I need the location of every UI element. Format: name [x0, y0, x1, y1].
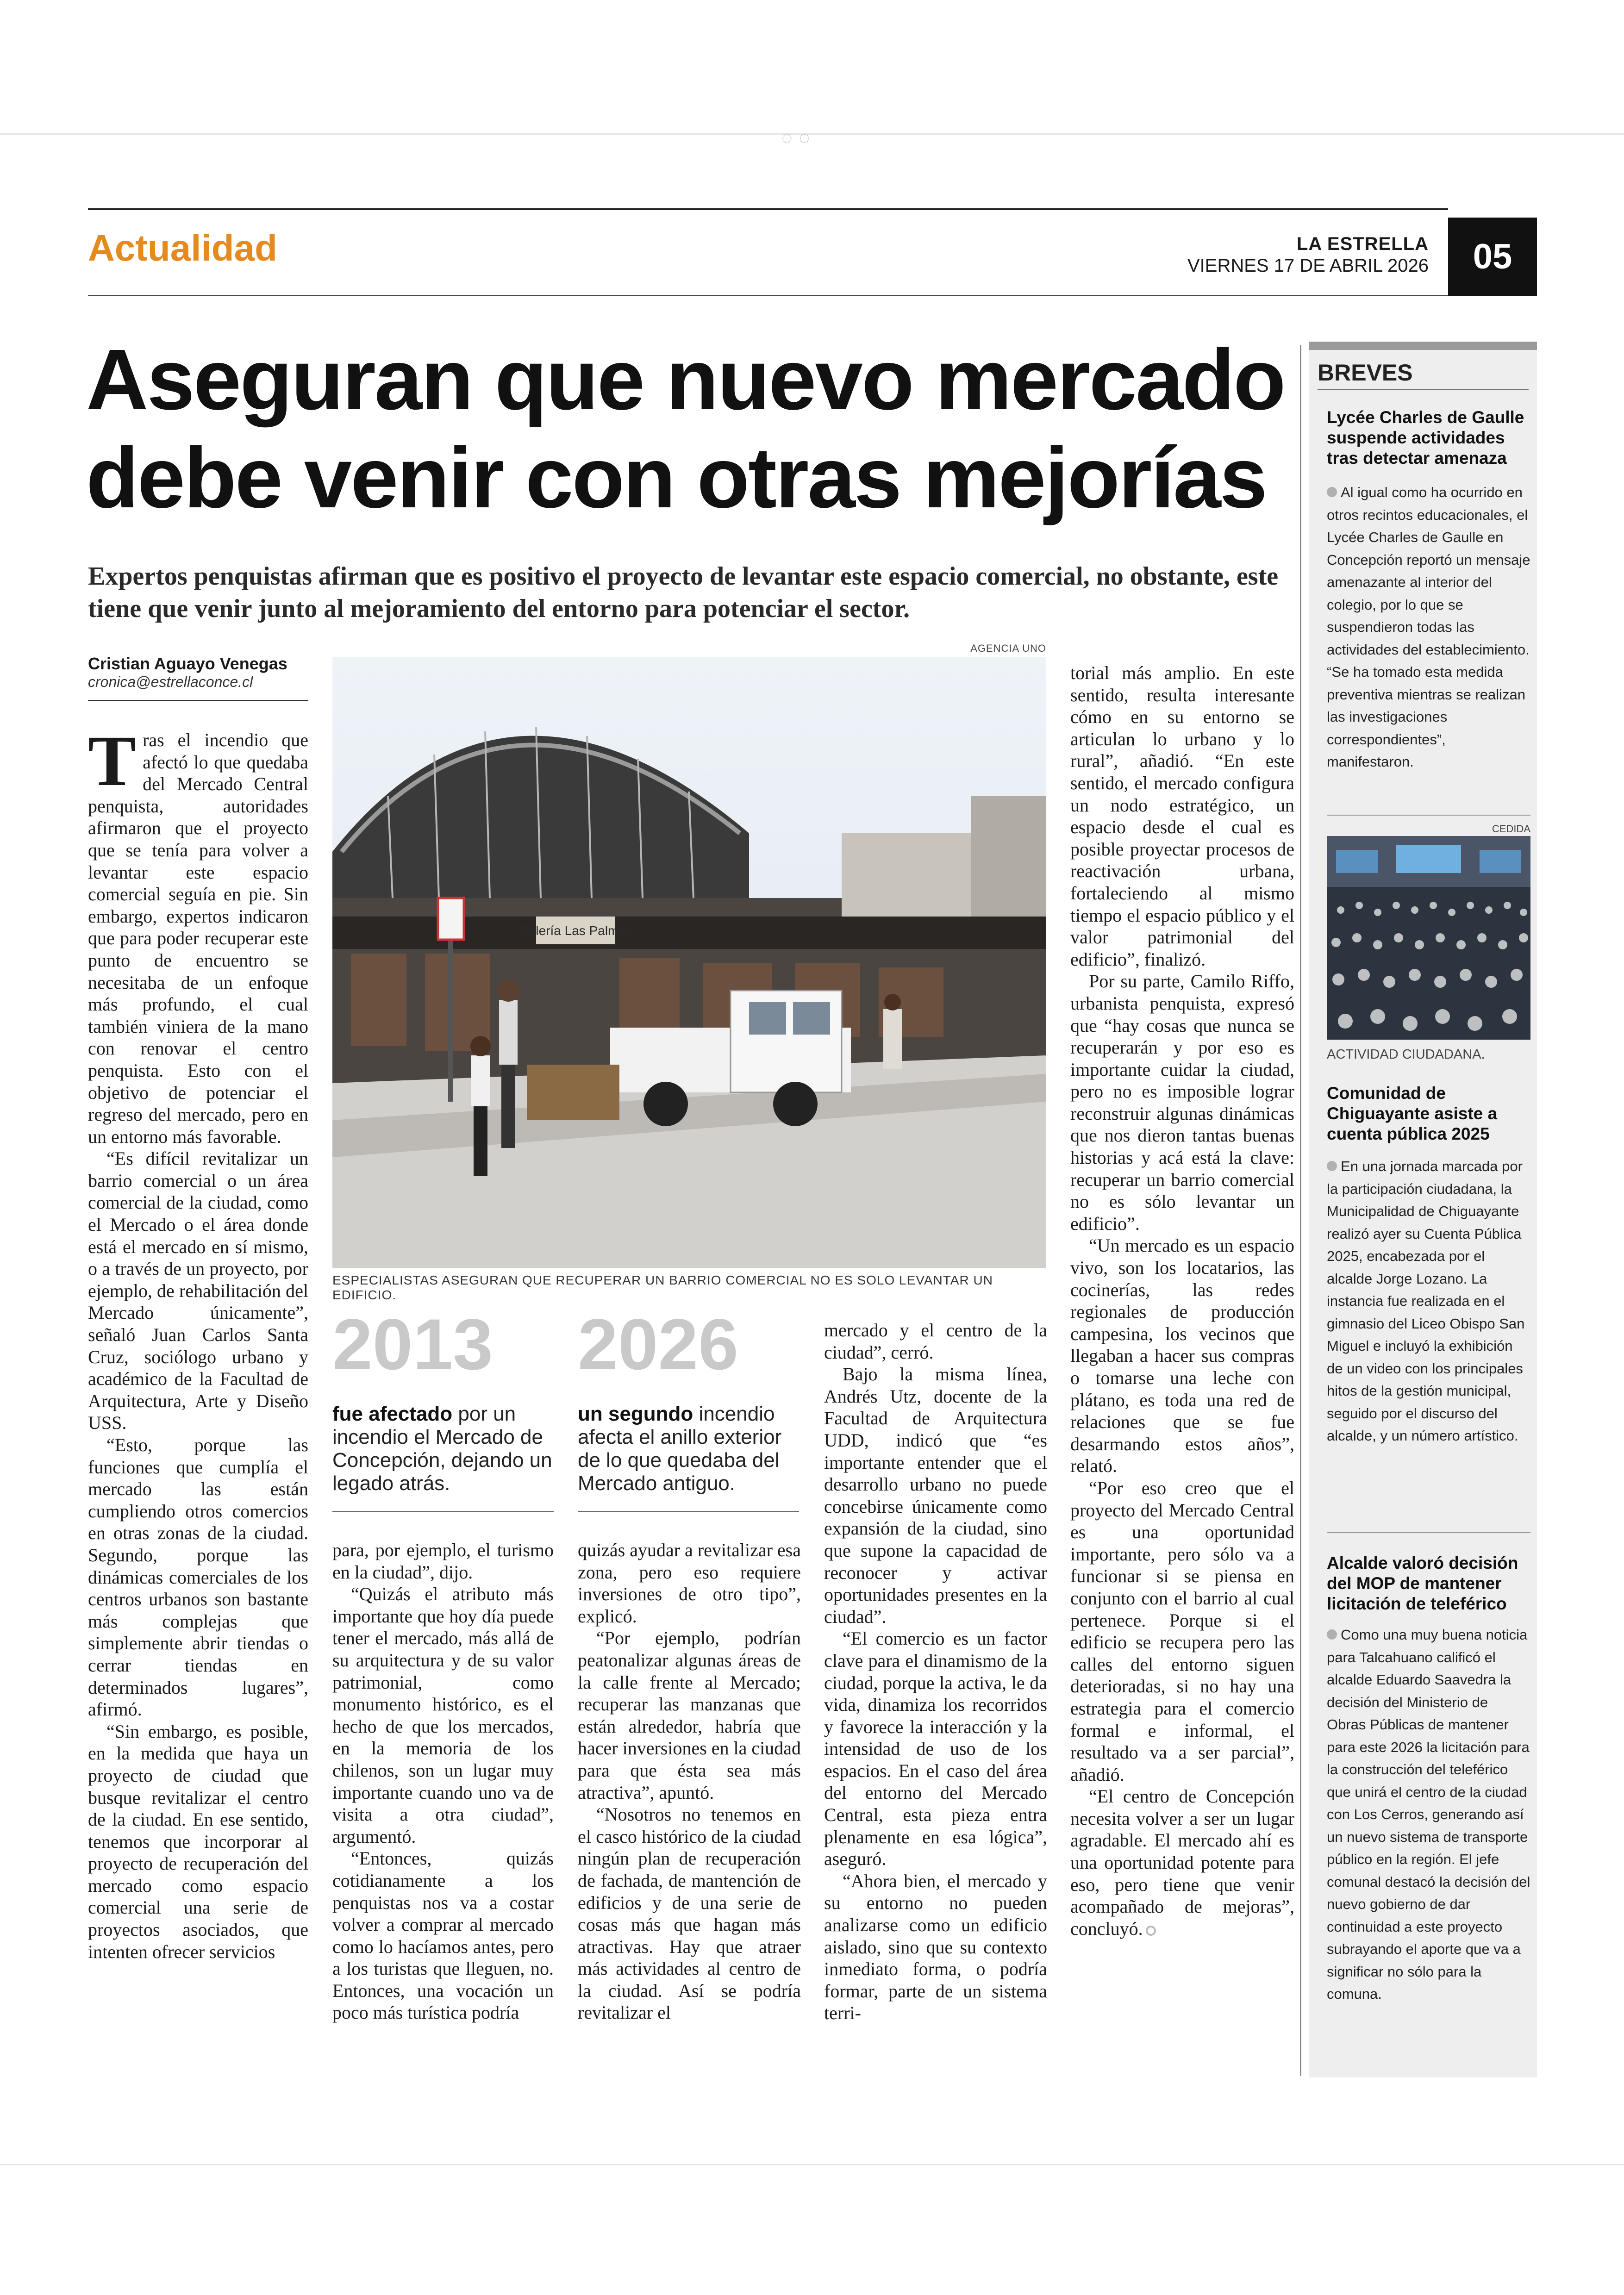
paragraph-text: “El centro de Concepción necesita volver a ser un lugar agradable. El mercado ahí es una oportunidad potente para eso, pero tiene que venir acompañado de mejoras”, concluyó. — [1070, 1786, 1294, 1939]
article-paragraph: “Esto, porque las funciones que cumplía el mercado las están cumpliendo otros comercios en otras zonas de la ciudad. Segundo, porque las dinámicas comerciales de los centros urbanos son bastante más complejas que simplemente abrir tiendas o cerrar tiendas en determinados lugares”, afirmó. — [88, 1434, 308, 1720]
subheadline: Expertos penquistas afirman que es positivo el proyecto de levantar este espacio comercial, no obstante, este tiene que venir junto al mejoramiento del entorno para potenciar el sector. — [88, 562, 1279, 623]
photo-caption: ESPECIALISTAS ASEGURAN QUE RECUPERAR UN BARRIO COMERCIAL NO ES SOLO LEVANTAR UN EDIFICIO. — [332, 1273, 993, 1302]
article-paragraph: “Un mercado es un espacio vivo, son los locatarios, las cocinerías, las redes regionales de producción campesina, los vecinos que llegaban a hacer sus compras o tomarse una leche con plátano, es toda una red de relaciones que se fue desarmando estos años”, relató. — [1070, 1235, 1294, 1477]
stat-year: 2013 — [332, 1304, 493, 1385]
drop-cap: T — [88, 721, 137, 801]
crowd-photo — [1327, 836, 1530, 1040]
photo-credit: AGENCIA UNO — [970, 642, 1046, 654]
article-paragraph: “Por eso creo que el proyecto del Mercado Central es una oportunidad importante, pero sólo va a funcionar si se piensa en conjunto con el barrio al cual pertenece. Porque si el edificio se recupera pero las calles del entorno siguen deterioradas, si no hay una estrategia para el comercio formal e informal, el resultado va a ser parcial”, añadió. — [1070, 1477, 1294, 1785]
end-mark-icon — [1146, 1926, 1156, 1936]
header-rule — [88, 208, 1448, 210]
breves-title: BREVES — [1318, 360, 1413, 386]
byline-author: Cristian Aguayo Venegas — [88, 654, 287, 673]
header-divider — [88, 295, 1448, 296]
stat-lead: un segundo — [578, 1403, 693, 1425]
brief-separator — [1327, 1532, 1530, 1533]
article-paragraph: “Entonces, quizás cotidianamente a los penquistas nos va a costar volver a comprar al mercado como lo hacíamos antes, pero a los turistas que lleguen, no. Entonces, una vocación un poco más turística podría — [332, 1848, 554, 2023]
issue-date: VIERNES 17 DE ABRIL 2026 — [1187, 256, 1429, 276]
article-paragraph: “Nosotros no tenemos en el casco histórico de la ciudad ningún plan de recuperación de fachada, de mantención de edificios y de una serie de cosas más que hagan más atractivas. Hay que atraer más actividades al centro de la ciudad. Así se podría revitalizar el — [578, 1804, 801, 2023]
article-column-5 — [1070, 662, 1294, 1940]
sidebar-photo-credit: CEDIDA — [1492, 823, 1530, 835]
sidebar-divider — [1300, 345, 1301, 2076]
article-column-3 — [578, 1539, 801, 2024]
headline — [86, 331, 1308, 527]
brief-title: Comunidad de Chiguayante asiste a cuenta pública 2025 — [1327, 1084, 1498, 1143]
article-paragraph: “Quizás el atributo más importante que hoy día puede tener el mercado, más allá de su arquitectura y de su valor patrimonial, como monumento histórico, es el hecho de que los mercados, en la memoria de los chilenos, son un lugar muy importante cuando uno va de visita a otra ciudad”, argumentó. — [332, 1584, 554, 1847]
article-paragraph: torial más amplio. En este sentido, resulta interesante cómo en su entorno se articulan lo urbano y lo rural”, añadió. “En este sentido, el mercado configura un nodo estratégico, un espacio desde el cual es posible proyectar procesos de reactivación urbana, fortaleciendo al mismo tiempo el espacio público y el valor patrimonial del edificio”, finalizó. — [1070, 662, 1294, 970]
brief-title: Alcalde valoró decisión del MOP de mantener licitación de teleférico — [1327, 1553, 1518, 1613]
stat-rule — [332, 1511, 554, 1512]
article-paragraph — [88, 721, 308, 1148]
article-paragraph: quizás ayudar a revitalizar esa zona, pero eso requiere inversiones de otro tipo”, explicó. — [578, 1540, 801, 1627]
paragraph-text: ras el incendio que afectó lo que quedaba del Mercado Central penquista, autoridades afirmaron que el proyecto que se tenía para volver a levantar este espacio comercial seguía en pie. Sin embargo, expertos indicaron que para poder recuperar este punto de encuentro se necesitaba de un enfoque más profundo, el cual también viniera de la mano con renovar el centro penquista. Esto con el objetivo de potenciar el regreso del mercado, pero en un entorno más favorable. — [88, 730, 308, 1147]
byline-email: cronica@estrellaconce.cl — [88, 674, 253, 690]
brief-text: Como una muy buena noticia para Talcahuano calificó el alcalde Eduardo Saavedra la decisión del Ministerio de Obras Públicas de mantener para este 2026 la licitación para la construcción del teleférico que unirá el centro de la ciudad con Los Cerros, generando así un nuevo sistema de transporte público en la región. El jefe comunal destacó la decisión del nuevo gobierno de dar continuidad a este proyecto subrayando el aporte que va a significar no sólo para la comuna. — [1327, 1627, 1530, 2002]
stat-rule — [578, 1511, 799, 1512]
article-paragraph: Bajo la misma línea, Andrés Utz, docente de la Facultad de Arquitectura UDD, indicó que “es importante entender que el desarrollo urbano no puede concebirse únicamente como expansión de la ciudad, sino que supone la capacidad de reconocer y activar oportunidades presentes en la ciudad”. — [824, 1364, 1047, 1627]
article-column-4 — [824, 1319, 1047, 2024]
bullet-dot-icon — [1327, 487, 1337, 497]
headline-line-2: debe venir con otras mejorías — [86, 430, 1266, 526]
brief-title: Lycée Charles de Gaulle suspende actividades tras detectar amenaza — [1327, 408, 1524, 468]
article-paragraph — [1070, 1785, 1294, 1940]
gallery-sign: Galería Las Palmas — [518, 923, 632, 938]
newspaper-name: LA ESTRELLA — [1296, 234, 1429, 254]
breves-rule — [1318, 389, 1529, 390]
stat-year: 2026 — [578, 1304, 739, 1385]
brief-text: En una jornada marcada por la participación ciudadana, la Municipalidad de Chiguayante realizó ayer su Cuenta Pública 2025, encabezada por el alcalde Jorge Lozano. La instancia fue realizada en el gimnasio del Liceo Obispo San Miguel e incluyó la exhibición de un video con los principales hitos de la gestión municipal, seguido por el discurso del alcalde, y un número artístico. — [1327, 1158, 1525, 1444]
bullet-dot-icon — [1327, 1629, 1337, 1640]
stat-text: incendio afecta el anillo exterior de lo que quedaba del Mercado antiguo. — [578, 1403, 782, 1495]
stat-lead: fue afectado — [332, 1403, 453, 1425]
article-paragraph: Por su parte, Camilo Riffo, urbanista penquista, expresó que “hay cosas que nunca se recuperarán y por eso es importante cuidar la ciudad, pero no es imposible lograr reconstruir algunas dinámicas que nos dieron tantas buenas historias y acá está la clave: recuperar un barrio comercial no es sólo levantar un edificio”. — [1070, 971, 1294, 1234]
sidebar-photo-caption: ACTIVIDAD CIUDADANA. — [1327, 1047, 1485, 1062]
page-number: 05 — [1448, 218, 1537, 296]
page-dots-icon: ◌◌ — [781, 128, 817, 148]
stat-description — [578, 1403, 800, 1495]
byline-rule — [88, 700, 308, 701]
bullet-dot-icon — [1327, 1161, 1337, 1171]
article-column-1 — [88, 721, 308, 1963]
article-paragraph: “Por ejemplo, podrían peatonalizar algunas áreas de la calle frente al Mercado; recuperar las manzanas que están alrededor, habría que hacer inversiones en la ciudad para que ésta sea más atractiva”, apuntó. — [578, 1628, 801, 1803]
section-label: Actualidad — [88, 227, 277, 268]
brief-body — [1327, 1624, 1530, 2006]
brief-body — [1327, 481, 1530, 773]
market-fire-photo — [332, 657, 1046, 1268]
brief-body — [1327, 1155, 1530, 1447]
article-paragraph: “Sin embargo, es posible, en la medida que haya un proyecto de ciudad que busque revitalizar el centro de la ciudad. En ese sentido, tenemos que incorporar al proyecto de recuperación del mercado como espacio comercial una serie de proyectos asociados, que intenten ofrecer servicios — [88, 1721, 308, 1962]
article-paragraph: “El comercio es un factor clave para el dinamismo de la ciudad, porque la activa, le da vida, dinamiza los recorridos y favorece la interacción y la intensidad de uso de los espacios. En el caso del área del entorno del Mercado Central, esta pieza entra plenamente en esa lógica”, aseguró. — [824, 1628, 1047, 1870]
brief-text: Al igual como ha ocurrido en otros recintos educacionales, el Lycée Charles de Gaulle en Concepción reportó un mensaje amenazante al interior del colegio, por lo que se suspendieron todas las actividades del establecimiento. “Se ha tomado esta medida preventiva mientras se realizan las investigaciones correspondientes”, manifestaron. — [1327, 484, 1530, 770]
article-paragraph: para, por ejemplo, el turismo en la ciudad”, dijo. — [332, 1540, 554, 1583]
article-column-2 — [332, 1539, 554, 2024]
sidebar-top-bar — [1309, 342, 1537, 350]
article-paragraph: mercado y el centro de la ciudad”, cerró. — [824, 1320, 1047, 1363]
article-paragraph: “Es difícil revitalizar un barrio comercial o un área comercial de la ciudad, como el Mercado o el área donde está el mercado en sí mismo, o a través de un proyecto, por ejemplo, de rehabilitación del Mercado únicamente”, señaló Juan Carlos Santa Cruz, sociólogo urbano y académico de la Facultad de Arquitectura, Arte y Diseño USS. — [88, 1148, 308, 1434]
stat-description — [332, 1403, 555, 1495]
stat-text: por un incendio el Mercado de Concepción, dejando un legado atrás. — [332, 1403, 552, 1495]
article-paragraph: “Ahora bien, el mercado y su entorno no pueden analizarse como un edificio aislado, sino que su contexto inmediato forma, o podría formar, parte de un sistema terri- — [824, 1870, 1047, 2024]
headline-line-1: Aseguran que nuevo mercado — [86, 332, 1285, 428]
brief-separator — [1327, 815, 1530, 816]
